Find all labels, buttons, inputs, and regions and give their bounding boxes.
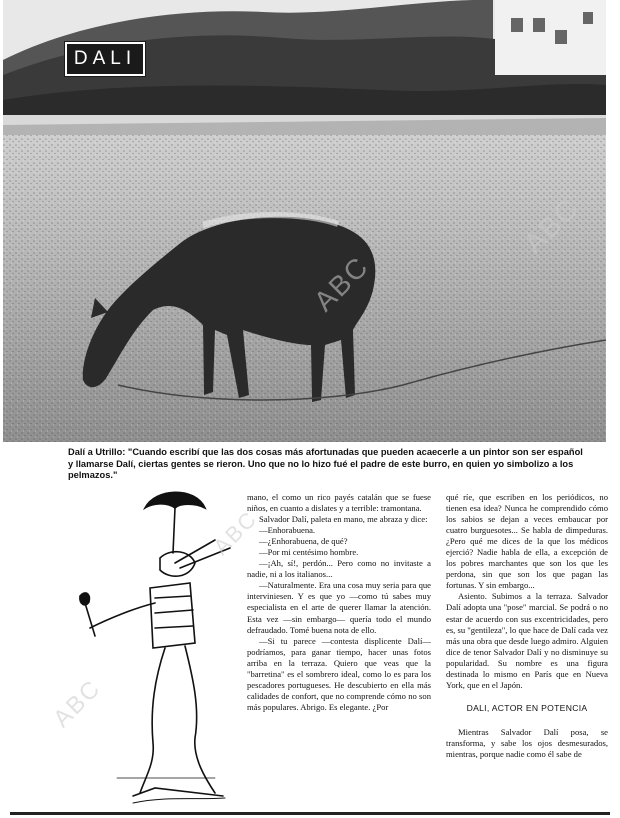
- paragraph: qué ríe, que escriben en los periódicos, no tienen esa idea? Nunca he comprendido cómo los sabios se dejan a veces embaucar por cuatro burguesotes... Se habla de dimpeduras. ¿Pero qué me dices de la que los médicos ejerció? Nadie habla de ella, a excepción de los pobres marchantes que son los que les perdona, sin que son los que pagan las fortunas. Y sin embargo...: [446, 492, 608, 591]
- paragraph: Mientras Salvador Dalí posa, se transforma, y sabe los ojos desmesurados, mientras, porque nadie como él sabe de: [446, 726, 608, 759]
- paragraph: —¡Ah, sí!, perdón... Pero como no invitaste a nadie, ni a los italianos...: [247, 558, 431, 580]
- abc-watermark: ABC: [517, 192, 585, 260]
- page-bottom-rule: [10, 812, 610, 815]
- paragraph: —¿Enhorabuena, de qué?: [259, 536, 348, 547]
- paragraph: Salvador Dalí, paleta en mano, me abraza y dice:: [259, 514, 428, 525]
- article-column-3: [446, 492, 608, 760]
- paragraph: mano, el como un rico payés catalán que se fuese niños, en cuanto a dislates y a terrible: tramontana.: [247, 492, 431, 514]
- paragraph: —Si tu parece —contesta displicente Dalí— podríamos, para ganar tiempo, hacer unas fotos arriba en la terraza. Quiero que veas que la "barretina" es el sombrero ideal, como lo es para los pescadores portugueses. He descubierto en ella más calidades de confort, que no comprende cómo no son más populares. Abrigo. Es elegante. ¿Por: [247, 635, 431, 712]
- abc-watermark: ABC: [48, 674, 107, 733]
- section-subheading: DALI, ACTOR EN POTENCIA: [466, 702, 588, 713]
- section-title: DALI: [65, 42, 145, 76]
- photo-caption: Dalí a Utrillo: "Cuando escribí que las dos cosas más afortunadas que pueden acaecerle a un pintor son ser español y llamarse Dalí, ciertas gentes se rieron. Uno que no lo hizo fué el padre de este burro, en quien yo simbolizo a los pelmazos.": [68, 447, 583, 480]
- abc-watermark: ABC: [208, 505, 263, 560]
- article-column-2: [247, 492, 431, 713]
- paragraph: —Naturalmente. Era una cosa muy seria para que interviniesen. Y es que yo —como tú sabes muy especialista en el arte de querer llamar la atención. Esta vez —sin embargo— quería todo el mundo defraudado. Tomé buena nota de ello.: [247, 580, 431, 635]
- dali-sketch-illustration: [55, 478, 245, 808]
- paragraph: —Enhorabuena.: [259, 525, 316, 536]
- paragraph: —Por mi centésimo hombre.: [259, 547, 359, 558]
- abc-watermark: ABC: [307, 250, 375, 318]
- paragraph: Asiento. Subimos a la terraza. Salvador Dalí adopta una "pose" marcial. Se podrá o no estar de acuerdo con sus excentricidades, pero es, su "gentileza", lo que hace de Dalí cada vez más una obra que desde luego admiro. Alguien dice de tenor Salvador Dalí y no disminuye su popularidad. Su nombre es una figura destinada lo mismo en París que en Nueva York, que en el Japón.: [446, 591, 608, 690]
